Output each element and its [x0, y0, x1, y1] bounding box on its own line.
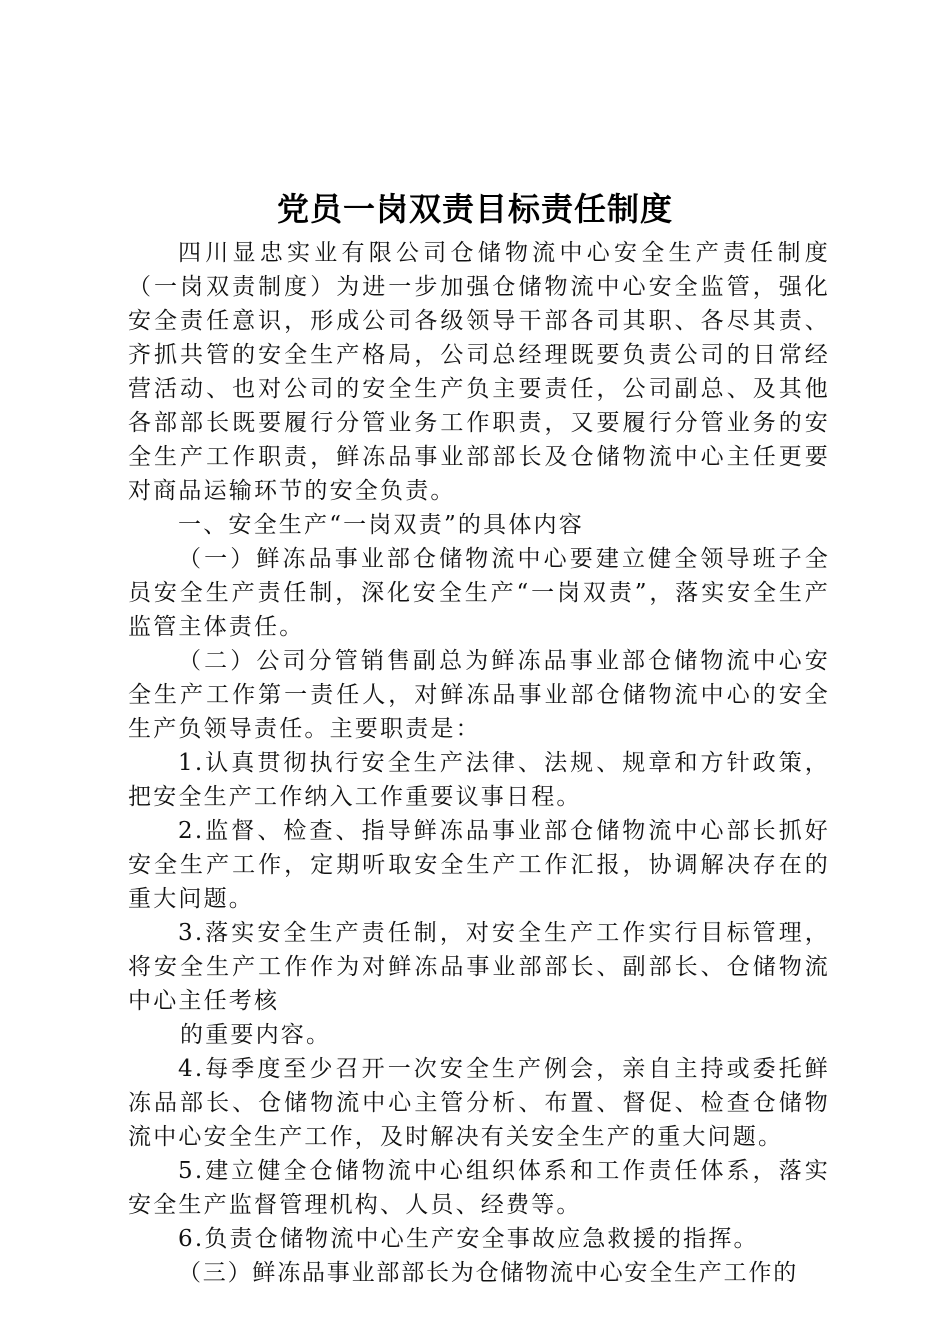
- document-body: [128, 236, 830, 1290]
- paragraph-item-1: （一）鲜冻品事业部仓储物流中心要建立健全领导班子全员安全生产责任制，深化安全生产“一岗双责”，落实安全生产监管主体责任。: [128, 546, 830, 640]
- paragraph-intro: 四川显忠实业有限公司仓储物流中心安全生产责任制度（一岗双责制度）为进一步加强仓储物流中心安全监管，强化安全责任意识，形成公司各级领导干部各司其职、各尽其责、齐抓共管的安全生产格局，公司总经理既要负责公司的日常经营活动、也对公司的安全生产负主要责任，公司副总、及其他各部部长既要履行分管业务工作职责，又要履行分管业务的安全生产工作职责，鲜冻品事业部部长及仓储物流中心主任更要对商品运输环节的安全负责。: [128, 240, 830, 504]
- duty-item-3-continued: 的重要内容。: [180, 1022, 332, 1048]
- document-title: 党员一岗双责目标责任制度: [276, 190, 673, 228]
- section-heading-1: 一、安全生产“一岗双责”的具体内容: [178, 512, 584, 538]
- duty-item-2: 2.监督、检查、指导鲜冻品事业部仓储物流中心部长抓好安全生产工作，定期听取安全生产工作汇报，协调解决存在的重大问题。: [128, 818, 830, 912]
- duty-item-3: 3.落实安全生产责任制，对安全生产工作实行目标管理，将安全生产工作作为对鲜冻品事业部部长、副部长、仓储物流中心主任考核: [128, 920, 830, 1014]
- duty-item-6: 6.负责仓储物流中心生产安全事故应急救援的指挥。: [178, 1226, 759, 1252]
- duty-item-1: 1.认真贯彻执行安全生产法律、法规、规章和方针政策，把安全生产工作纳入工作重要议事日程。: [128, 750, 830, 810]
- paragraph-item-2: （二）公司分管销售副总为鲜冻品事业部仓储物流中心安全生产工作第一责任人，对鲜冻品事业部仓储物流中心的安全生产负领导责任。主要职责是：: [128, 648, 830, 742]
- paragraph-item-3: （三）鲜冻品事业部部长为仓储物流中心安全生产工作的: [178, 1260, 798, 1286]
- duty-item-4: 4.每季度至少召开一次安全生产例会，亲自主持或委托鲜冻品部长、仓储物流中心主管分析、布置、督促、检查仓储物流中心安全生产工作，及时解决有关安全生产的重大问题。: [128, 1056, 830, 1150]
- duty-item-5: 5.建立健全仓储物流中心组织体系和工作责任体系，落实安全生产监督管理机构、人员、经费等。: [128, 1158, 830, 1218]
